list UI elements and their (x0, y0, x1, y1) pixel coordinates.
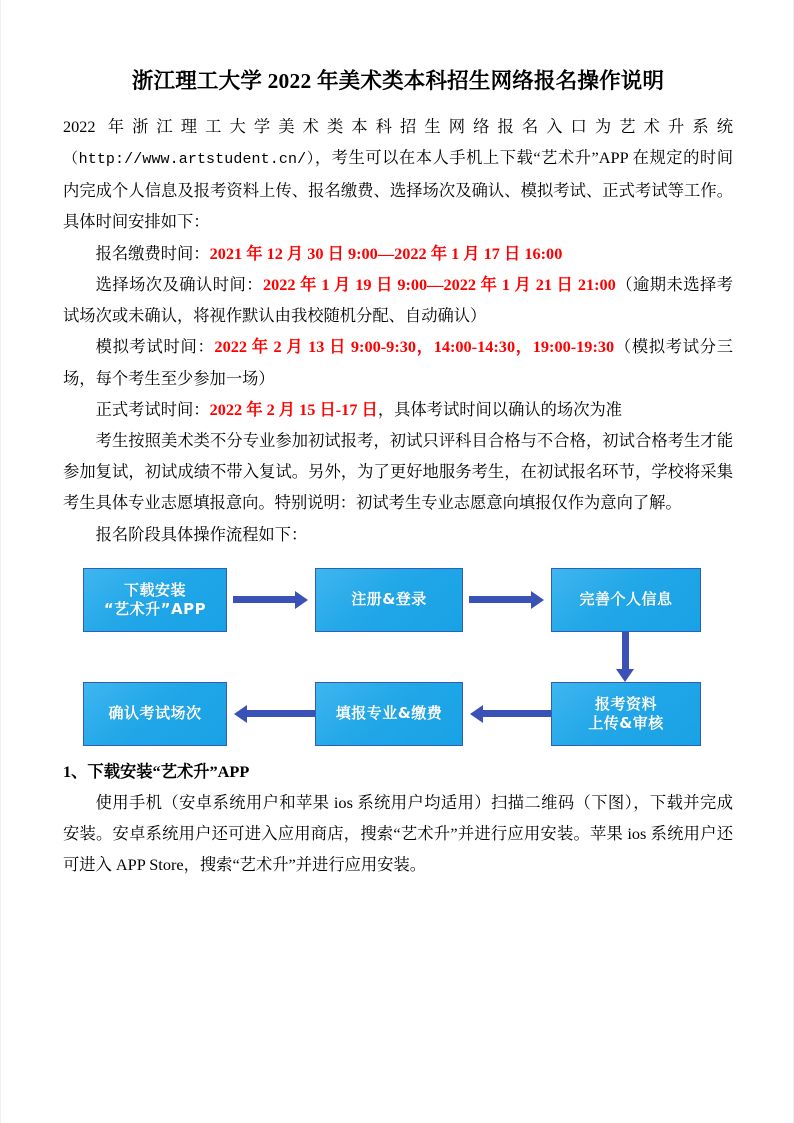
flow-node-materials-line2: 上传&审核 (588, 713, 664, 732)
flow-arrow-head-down-1 (616, 669, 634, 682)
flow-arrow-register-to-profile (469, 596, 531, 603)
flow-arrow-profile-to-materials (622, 632, 629, 669)
flow-arrow-head-right-1 (295, 591, 308, 609)
schedule-value-session: 2022 年 1 月 19 日 9:00—2022 年 1 月 21 日 21:00 (262, 274, 616, 294)
section-1-heading: 1、下载安装“艺术升”APP (63, 761, 250, 781)
schedule-value-payment: 2021 年 12 月 30 日 9:00—2022 年 1 月 17 日 16:00 (209, 243, 563, 263)
flow-node-register-line1: 注册&登录 (351, 590, 427, 609)
schedule-note-session: （逾期未选择考试场次或未确认，将视作默认由我校随机分配、自动确认） (63, 274, 733, 326)
schedule-value-mock: 2022 年 2 月 13 日 9:00-9:30，14:00-14:30，19:00-19:30 (214, 337, 615, 357)
page-title: 浙江理工大学 2022 年美术类本科招生网络报名操作说明 (131, 69, 665, 93)
flow-node-profile-line1: 完善个人信息 (579, 590, 673, 609)
flow-arrow-materials-to-majorpay (483, 710, 551, 717)
schedule-label-session: 选择场次及确认时间： (95, 274, 263, 294)
schedule-item-session (63, 269, 733, 331)
flow-node-materials (551, 682, 701, 746)
flow-node-major-pay-line1: 填报专业&缴费 (335, 704, 443, 723)
schedule-item-payment (63, 238, 733, 269)
flow-node-major-pay (315, 682, 463, 746)
document-content (63, 0, 733, 881)
schedule-note-formal: ，具体考试时间以确认的场次为准 (377, 399, 623, 419)
flow-arrow-download-to-register (233, 596, 295, 603)
flow-node-profile (551, 568, 701, 632)
policy-paragraph: 考生按照美术类不分专业参加初试报考，初试只评科目合格与不合格，初试合格考生才能参加复试，初试成绩不带入复试。另外，为了更好地服务考生，在初试报名环节，学校将采集考生具体专业志愿填报意向。特别说明：初试考生专业志愿意向填报仅作为意向了解。 (63, 430, 733, 513)
flow-node-confirm (83, 682, 227, 746)
section-1-body: 使用手机（安卓系统用户和苹果 ios 系统用户均适用）扫描二维码（下图），下载并完成安装。安卓系统用户还可进入应用商店，搜索“艺术升”并进行应用安装。苹果 ios 系统用户还可进入 APP Store，搜索“艺术升”并进行应用安装。 (63, 792, 733, 875)
schedule-item-formal (63, 394, 733, 425)
flow-node-download-line2: “艺术升”APP (103, 599, 207, 618)
schedule-item-mock (63, 331, 733, 393)
flow-lead-text: 报名阶段具体操作流程如下： (95, 524, 308, 544)
flow-node-register (315, 568, 463, 632)
flow-arrow-head-right-2 (531, 591, 544, 609)
flow-arrow-head-left-2 (234, 705, 247, 723)
flow-node-download (83, 568, 227, 632)
schedule-label-formal: 正式考试时间： (95, 399, 210, 419)
registration-flowchart (63, 560, 733, 756)
intro-line-2-rest: ，考生可以在本人手机上下载“艺术升”APP 在规定的时间内完成个人信息及报考资料上传、报名缴费、选择场次及确认、模拟考试、正式考试等工作。具体时间安排如下： (63, 148, 733, 232)
flow-node-materials-line1: 报考资料 (594, 694, 657, 713)
flow-node-download-line1: 下载安装 (123, 580, 186, 599)
schedule-value-formal: 2022 年 2 月 15 日-17 日 (209, 399, 378, 419)
flow-node-confirm-line1: 确认考试场次 (108, 704, 202, 723)
schedule-note-mock: （模拟考试分三场，每个考生至少参加一场） (63, 337, 733, 388)
schedule-label-payment: 报名缴费时间： (95, 243, 210, 263)
artstudent-url: （http://www.artstudent.cn/） (63, 151, 315, 169)
intro-paragraph (63, 142, 733, 238)
intro-line-1: 2022 年浙江理工大学美术类本科招生网络报名入口为艺术升系统 (63, 116, 733, 136)
schedule-label-mock: 模拟考试时间： (95, 337, 215, 357)
flow-arrow-majorpay-to-confirm (247, 710, 315, 717)
flow-arrow-head-left-1 (470, 705, 483, 723)
